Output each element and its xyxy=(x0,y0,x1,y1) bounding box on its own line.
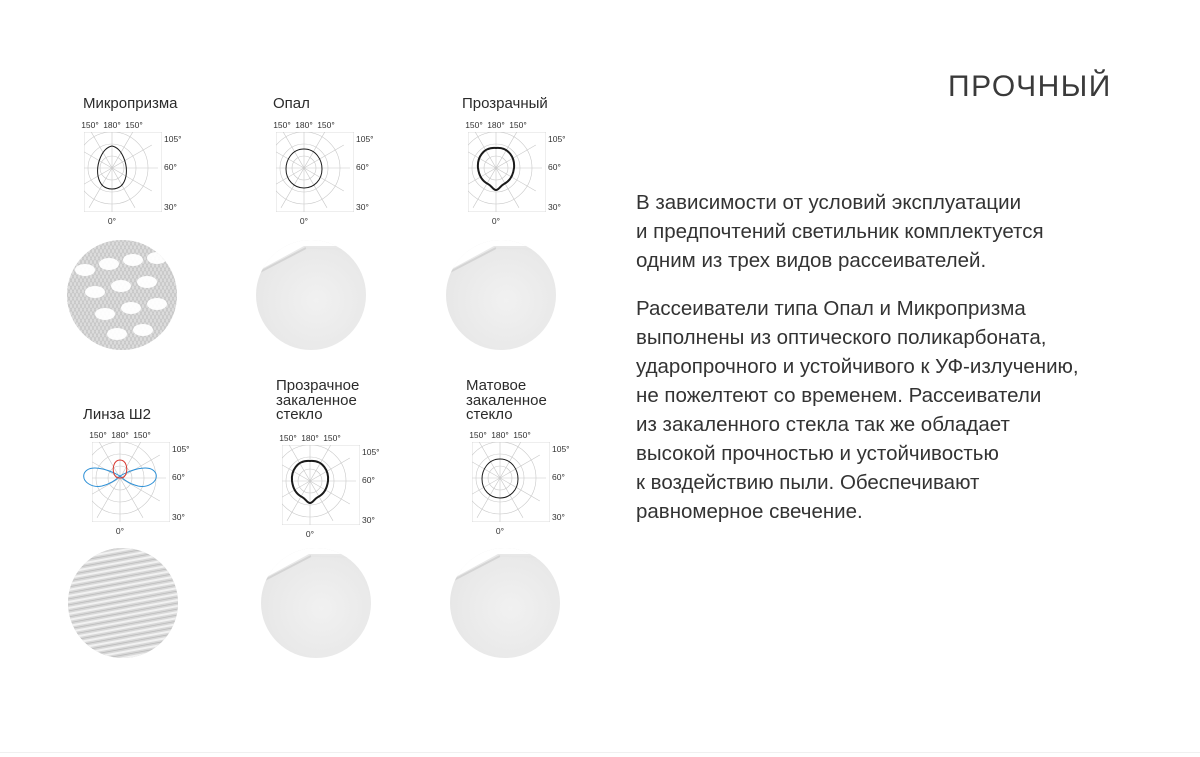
page-title: ПРОЧНЫЙ xyxy=(948,70,1112,103)
diffuser-sample-image xyxy=(446,240,556,350)
tick-label-60: 60° xyxy=(172,472,185,482)
diffuser-card-lens xyxy=(83,408,263,423)
tick-label-top-center: 180° xyxy=(491,430,509,440)
diffuser-card-microprism xyxy=(83,97,263,112)
diffuser-card-opal xyxy=(273,97,453,112)
tick-label-30: 30° xyxy=(356,202,369,212)
polar-diagram xyxy=(458,428,568,536)
description-paragraph-2: Рассеиватели типа Опал и Микропризма выполнены из оптического поликарбоната, ударопрочного и устойчивого к УФ-излучению, не пожелтеют со временем. Рассеиватели из закаленного стекла так же обладает высокой прочностью и устойчивостью к воздействию пыли. Обеспечивают равномерное свечение. xyxy=(636,297,1079,523)
tick-label-top-left: 150° xyxy=(81,120,99,130)
tick-label-top-right: 150° xyxy=(323,433,341,443)
tick-label-60: 60° xyxy=(552,472,565,482)
tick-label-top-right: 150° xyxy=(125,120,143,130)
tick-label-top-center: 180° xyxy=(301,433,319,443)
diffuser-sample-image xyxy=(450,548,560,658)
tick-label-105: 105° xyxy=(548,134,566,144)
tick-label-30: 30° xyxy=(548,202,561,212)
tick-label-top-center: 180° xyxy=(103,120,121,130)
diffuser-sample-image xyxy=(67,240,177,350)
tick-label-top-center: 180° xyxy=(487,120,505,130)
polar-diagram-svg xyxy=(268,431,378,539)
tick-label-bottom: 0° xyxy=(115,526,125,536)
diffuser-sample-image xyxy=(68,548,178,658)
diffuser-sample-image xyxy=(261,548,371,658)
tick-label-105: 105° xyxy=(362,447,380,457)
tick-label-top-right: 150° xyxy=(513,430,531,440)
polar-diagram xyxy=(70,118,180,226)
diffuser-title: Микропризма xyxy=(83,95,178,112)
tick-label-top-center: 180° xyxy=(295,120,313,130)
diffuser-card-clear-tempered-glass xyxy=(276,379,456,423)
tick-label-bottom: 0° xyxy=(491,216,501,226)
diffuser-title: Линза Ш2 xyxy=(83,406,151,423)
tick-label-bottom: 0° xyxy=(305,529,315,539)
diffuser-card-matte-tempered-glass xyxy=(466,379,646,423)
tick-label-top-left: 150° xyxy=(89,430,107,440)
diffuser-title: Прозрачное закаленное стекло xyxy=(276,377,360,423)
polar-diagram xyxy=(78,428,188,536)
polar-diagram-svg xyxy=(262,118,372,226)
diffuser-title: Прозрачный xyxy=(462,95,548,112)
tick-label-top-center: 180° xyxy=(111,430,129,440)
diffuser-title: Опал xyxy=(273,95,310,112)
polar-diagram xyxy=(268,431,378,539)
tick-label-60: 60° xyxy=(548,162,561,172)
polar-diagram-svg xyxy=(70,118,180,226)
sample-illustration xyxy=(68,548,178,658)
tick-label-bottom: 0° xyxy=(107,216,117,226)
polar-diagram-svg xyxy=(458,428,568,536)
tick-label-top-right: 150° xyxy=(133,430,151,440)
tick-label-105: 105° xyxy=(552,444,570,454)
tick-label-30: 30° xyxy=(552,512,565,522)
polar-diagram xyxy=(454,118,564,226)
sample-illustration xyxy=(256,240,366,350)
polar-diagram-svg xyxy=(78,428,188,536)
tick-label-bottom: 0° xyxy=(299,216,309,226)
sample-illustration xyxy=(67,240,177,350)
polar-diagram xyxy=(262,118,372,226)
tick-label-30: 30° xyxy=(172,512,185,522)
sample-illustration xyxy=(450,548,560,658)
tick-label-60: 60° xyxy=(164,162,177,172)
tick-label-105: 105° xyxy=(356,134,374,144)
tick-label-30: 30° xyxy=(362,515,375,525)
page-bottom-divider xyxy=(0,752,1200,753)
tick-label-105: 105° xyxy=(164,134,182,144)
tick-label-top-left: 150° xyxy=(273,120,291,130)
sample-illustration xyxy=(261,548,371,658)
diffuser-card-clear xyxy=(462,97,642,112)
tick-label-bottom: 0° xyxy=(495,526,505,536)
tick-label-60: 60° xyxy=(356,162,369,172)
description-paragraph-1: В зависимости от условий эксплуатации и предпочтений светильник комплектуется одним из трех видов рассеивателей. xyxy=(636,191,1044,272)
tick-label-105: 105° xyxy=(172,444,190,454)
tick-label-top-left: 150° xyxy=(469,430,487,440)
tick-label-top-right: 150° xyxy=(317,120,335,130)
sample-illustration xyxy=(446,240,556,350)
tick-label-top-right: 150° xyxy=(509,120,527,130)
tick-label-60: 60° xyxy=(362,475,375,485)
tick-label-30: 30° xyxy=(164,202,177,212)
diffuser-title: Матовое закаленное стекло xyxy=(466,377,547,423)
tick-label-top-left: 150° xyxy=(465,120,483,130)
diffuser-sample-image xyxy=(256,240,366,350)
tick-label-top-left: 150° xyxy=(279,433,297,443)
polar-diagram-svg xyxy=(454,118,564,226)
